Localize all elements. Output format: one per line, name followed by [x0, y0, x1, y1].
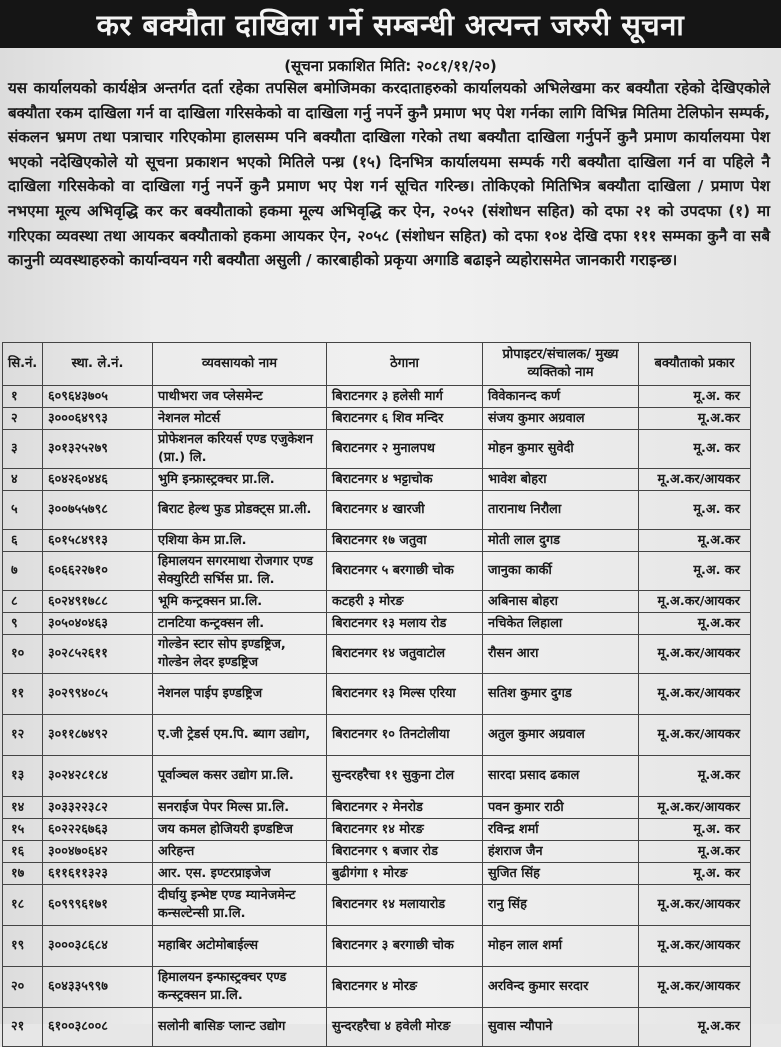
row-arrears-type: मू.अ.कर	[639, 1008, 751, 1047]
row-address: बिराटनगर २ मुनालपथ	[327, 430, 483, 469]
row-address: बिराटनगर ९ बजार रोड	[327, 841, 483, 863]
row-business-name: सनराईज पेपर मिल्स प्रा.लि.	[153, 797, 327, 819]
row-owner: अबिनास बोहरा	[483, 591, 639, 613]
row-pan: ६०६६२२७१०	[43, 552, 153, 591]
row-business-name: नेशनल मोटर्स	[153, 408, 327, 430]
table-row	[3, 430, 751, 469]
table-row	[3, 885, 751, 926]
row-address: बिराटनगर १४ मलायारोड	[327, 885, 483, 926]
row-owner: सारदा प्रसाद ढकाल	[483, 756, 639, 797]
row-arrears-type: मू.अ. कर	[639, 430, 751, 469]
row-serial: १८	[3, 885, 43, 926]
row-arrears-type: मू.अ.कर/आयकर	[639, 469, 751, 491]
row-pan: ३०११८७४९२	[43, 715, 153, 756]
row-address: बिराटनगर १४ मोरङ	[327, 819, 483, 841]
row-business-name: पूर्वाञ्चल कसर उद्योग प्रा.लि.	[153, 756, 327, 797]
row-address: बिराटनगर २ मेनरोड	[327, 797, 483, 819]
row-arrears-type: मू.अ.कर/आयकर	[639, 967, 751, 1008]
table-row	[3, 635, 751, 674]
header-address: ठेगाना	[327, 343, 483, 386]
row-owner: सुवास न्यौपाने	[483, 1008, 639, 1047]
table-row	[3, 591, 751, 613]
table-header-row	[3, 343, 751, 386]
row-serial: १६	[3, 841, 43, 863]
row-business-name: बिराट हेल्थ फुड प्रोडक्ट्स प्रा.ली.	[153, 491, 327, 530]
row-arrears-type: मू.अ.कर	[639, 530, 751, 552]
row-pan: ३०००६४९९३	[43, 408, 153, 430]
notice-title: कर बक्यौता दाखिला गर्ने सम्बन्धी अत्यन्त जरुरी सूचना	[0, 0, 781, 48]
row-pan: ६१००३८००८	[43, 1008, 153, 1047]
row-address: बिराटनगर १४ जतुवाटोल	[327, 635, 483, 674]
row-business-name: भुमि इन्फ्रास्ट्रक्चर प्रा.लि.	[153, 469, 327, 491]
row-address: बिराटनगर ३ बरगाछी चोक	[327, 926, 483, 967]
row-address: बिराटनगर १३ मिल्स एरिया	[327, 674, 483, 715]
row-owner: मोती लाल दुगड	[483, 530, 639, 552]
notice-body: यस कार्यालयको कार्यक्षेत्र अन्तर्गत दर्ता रहेका तपसिल बमोजिमका करदाताहरुको कार्यालयको अभिलेखमा कर बक्यौता रहेको देखिएकोले बक्यौता रकम दाखिला गर्न वा दाखिला गरिसकेको वा दाखिला गर्नु नपर्ने कुनै प्रमाण भए पेश गर्नका लागि विभिन्न मितिमा टेलिफोन सम्पर्क, संकलन भ्रमण तथा पत्राचार गरिएकोमा हालसम्म पनि बक्यौता दाखिला गरेको तथा बक्यौता दाखिला गर्नुपर्ने कुनै प्रमाण कार्यालयमा पेश भएको नदेखिएकोले यो सूचना प्रकाशन भएको मितिले पन्ध्र (१५) दिनभित्र कार्यालयमा सम्पर्क गरी बक्यौता दाखिला गर्न वा पहिले नै दाखिला गरिसकेको वा दाखिला गर्नु नपर्ने कुनै प्रमाण भए पेश गर्न सूचित गरिन्छ। तोकिएको मितिभित्र बक्यौता दाखिला / प्रमाण पेश नभएमा मूल्य अभिवृद्धि कर कर बक्यौताको हकमा मूल्य अभिवृद्धि कर ऐन, २०५२ (संशोधन सहित) को दफा २१ को उपदफा (१) मा गरिएका व्यवस्था तथा आयकर बक्यौताको हकमा आयकर ऐन, २०५८ (संशोधन सहित) को दफा १०४ देखि दफा १११ सम्मका कुनै वा सबै कानुनी व्यवस्थाहरुको कार्यान्वयन गरी बक्यौता असुली / कारबाहीको प्रकृया अगाडि बढाइने व्यहोरासमेत जानकारी गराइन्छ।	[8, 79, 770, 270]
row-arrears-type: मू.अ. कर	[639, 552, 751, 591]
row-pan: ६०९९९६१७१	[43, 885, 153, 926]
row-business-name: आर. एस. इण्टरप्राइजेज	[153, 863, 327, 885]
row-owner: रविन्द्र शर्मा	[483, 819, 639, 841]
row-business-name: एशिया केम प्रा.लि.	[153, 530, 327, 552]
row-pan: ६०४२६०४४६	[43, 469, 153, 491]
header-pan: स्था. ले.नं.	[43, 343, 153, 386]
row-address: सुन्दरहरैचा ११ सुकुना टोल	[327, 756, 483, 797]
row-arrears-type: मू.अ.कर	[639, 756, 751, 797]
row-owner: अतुल कुमार अग्रवाल	[483, 715, 639, 756]
row-business-name: नेशनल पाईप इण्डष्ट्रिज	[153, 674, 327, 715]
row-owner: जानुका कार्की	[483, 552, 639, 591]
row-arrears-type: मू.अ.कर/आयकर	[639, 635, 751, 674]
row-owner: हंशराज जैन	[483, 841, 639, 863]
row-arrears-type: मू.अ.कर	[639, 408, 751, 430]
row-arrears-type: मू.अ. कर	[639, 863, 751, 885]
row-arrears-type: मू.अ.कर/आयकर	[639, 591, 751, 613]
row-owner: भावेश बोहरा	[483, 469, 639, 491]
row-owner: संजय कुमार अग्रवाल	[483, 408, 639, 430]
row-address: बुढीगंगा १ मोरङ	[327, 863, 483, 885]
row-pan: ६०१५८४९१३	[43, 530, 153, 552]
row-serial: १५	[3, 819, 43, 841]
row-address: बिराटनगर १० तिनटोलीया	[327, 715, 483, 756]
table-row	[3, 386, 751, 408]
table-row	[3, 819, 751, 841]
row-serial: २०	[3, 967, 43, 1008]
row-arrears-type: मू.अ.कर/आयकर	[639, 885, 751, 926]
row-serial: ३	[3, 430, 43, 469]
row-address: बिराटनगर ३ हलेसी मार्ग	[327, 386, 483, 408]
row-serial: ४	[3, 469, 43, 491]
row-arrears-type: मू.अ. कर	[639, 491, 751, 530]
table-row	[3, 613, 751, 635]
row-pan: ३०३३२२३८२	[43, 797, 153, 819]
row-serial: १९	[3, 926, 43, 967]
row-serial: १०	[3, 635, 43, 674]
row-business-name: पाथीभरा जव प्लेसमेन्ट	[153, 386, 327, 408]
row-address: बिराटनगर १७ जतुवा	[327, 530, 483, 552]
header-business-name: व्यवसायको नाम	[153, 343, 327, 386]
row-arrears-type: मू.अ. कर	[639, 819, 751, 841]
row-address: बिराटनगर ४ भट्टाचोक	[327, 469, 483, 491]
row-pan: ३०२४२८१८४	[43, 756, 153, 797]
row-owner: रौसन आरा	[483, 635, 639, 674]
table-row	[3, 469, 751, 491]
table-row	[3, 530, 751, 552]
row-pan: ६०४३३५९९७	[43, 967, 153, 1008]
row-business-name: जय कमल होजियरी इण्डष्टिज	[153, 819, 327, 841]
row-serial: १	[3, 386, 43, 408]
row-arrears-type: मू.अ.कर/आयकर	[639, 715, 751, 756]
row-pan: ३०२९९४०८५	[43, 674, 153, 715]
row-arrears-type: मू.अ.कर/आयकर	[639, 797, 751, 819]
row-arrears-type: मू.अ.कर/आयकर	[639, 926, 751, 967]
row-business-name: अरिहन्त	[153, 841, 327, 863]
row-address: बिराटनगर ४ मोरङ	[327, 967, 483, 1008]
publication-date: (सूचना प्रकाशित मिति: २०८१/११/२०)	[284, 57, 497, 75]
table-row	[3, 674, 751, 715]
table-row	[3, 715, 751, 756]
row-pan: ६११६११३२३	[43, 863, 153, 885]
header-owner: प्रोपाइटर/संचालक/ मुख्य व्यक्तिको नाम	[483, 343, 639, 386]
row-serial: २	[3, 408, 43, 430]
table-row	[3, 756, 751, 797]
row-pan: ३०००३८६८४	[43, 926, 153, 967]
table-row	[3, 863, 751, 885]
table-row	[3, 552, 751, 591]
table-row	[3, 491, 751, 530]
row-address: बिराटनगर ४ खारजी	[327, 491, 483, 530]
row-serial: ९	[3, 613, 43, 635]
row-owner: पवन कुमार राठी	[483, 797, 639, 819]
row-owner: सतिश कुमार दुगड	[483, 674, 639, 715]
table-row	[3, 797, 751, 819]
row-address: कटहरी ३ मोरङ	[327, 591, 483, 613]
row-business-name: प्रोफेशनल करियर्स एण्ड एजुकेशन (प्रा.) लि.	[153, 430, 327, 469]
row-owner: मोहन लाल शर्मा	[483, 926, 639, 967]
row-address: बिराटनगर ६ शिव मन्दिर	[327, 408, 483, 430]
row-business-name: सलोनी बासिङ प्लान्ट उद्योग	[153, 1008, 327, 1047]
row-owner: मोहन कुमार सुवेदी	[483, 430, 639, 469]
row-business-name: हिमालयन सगरमाथा रोजगार एण्ड सेक्युरिटी सर्भिस प्रा. लि.	[153, 552, 327, 591]
table-row	[3, 408, 751, 430]
row-arrears-type: मू.अ.कर	[639, 841, 751, 863]
row-serial: १४	[3, 797, 43, 819]
row-pan: ६०२४९१७८८	[43, 591, 153, 613]
arrears-table	[2, 342, 751, 1047]
row-business-name: दीर्घायु इन्भेष्ट एण्ड म्यानेजमेन्ट कन्सल्टेन्सी प्रा.लि.	[153, 885, 327, 926]
row-address: बिराटनगर १३ मलाय रोड	[327, 613, 483, 635]
table-row	[3, 926, 751, 967]
row-business-name: महाबिर अटोमोबाईल्स	[153, 926, 327, 967]
row-arrears-type: मू.अ.कर	[639, 613, 751, 635]
row-business-name: गोल्डेन स्टार सोप इण्डष्ट्रिज, गोल्डेन लेदर इण्डष्ट्रिज	[153, 635, 327, 674]
row-owner: नचिकेत लिहाला	[483, 613, 639, 635]
row-pan: ३००४७०६४२	[43, 841, 153, 863]
row-business-name: भूमि कन्ट्रक्सन प्रा.लि.	[153, 591, 327, 613]
row-serial: ११	[3, 674, 43, 715]
row-business-name: हिमालयन इन्फास्ट्रक्चर एण्ड कन्स्ट्रक्सन प्रा.लि.	[153, 967, 327, 1008]
row-serial: ५	[3, 491, 43, 530]
row-serial: १७	[3, 863, 43, 885]
row-serial: १३	[3, 756, 43, 797]
row-pan: ६०२२२६७६३	[43, 819, 153, 841]
row-arrears-type: मू.अ. कर	[639, 386, 751, 408]
row-owner: सुजित सिंह	[483, 863, 639, 885]
table-row	[3, 1008, 751, 1047]
row-pan: ३०२८५२६११	[43, 635, 153, 674]
row-pan: ३००७५५७९८	[43, 491, 153, 530]
row-serial: १२	[3, 715, 43, 756]
row-owner: विवेकानन्द कर्ण	[483, 386, 639, 408]
table-row	[3, 841, 751, 863]
row-owner: रानु सिंह	[483, 885, 639, 926]
row-pan: ३०५०४०४६३	[43, 613, 153, 635]
row-pan: ६०९६४३७०५	[43, 386, 153, 408]
row-address: सुन्दरहरैचा ४ हवेली मोरङ	[327, 1008, 483, 1047]
row-owner: तारानाथ निरौला	[483, 491, 639, 530]
row-business-name: ए.जी ट्रेडर्स एम.पि. ब्याग उद्योग,	[153, 715, 327, 756]
row-serial: २१	[3, 1008, 43, 1047]
row-business-name: टानटिया कन्ट्रक्सन ली.	[153, 613, 327, 635]
row-serial: ७	[3, 552, 43, 591]
row-serial: ६	[3, 530, 43, 552]
table-row	[3, 967, 751, 1008]
header-arrears-type: बक्यौताको प्रकार	[639, 343, 751, 386]
row-arrears-type: मू.अ.कर/आयकर	[639, 674, 751, 715]
header-serial: सि.नं.	[3, 343, 43, 386]
row-address: बिराटनगर ५ बरगाछी चोक	[327, 552, 483, 591]
row-pan: ३०१३२५२७९	[43, 430, 153, 469]
row-serial: ८	[3, 591, 43, 613]
row-owner: अरविन्द कुमार सरदार	[483, 967, 639, 1008]
